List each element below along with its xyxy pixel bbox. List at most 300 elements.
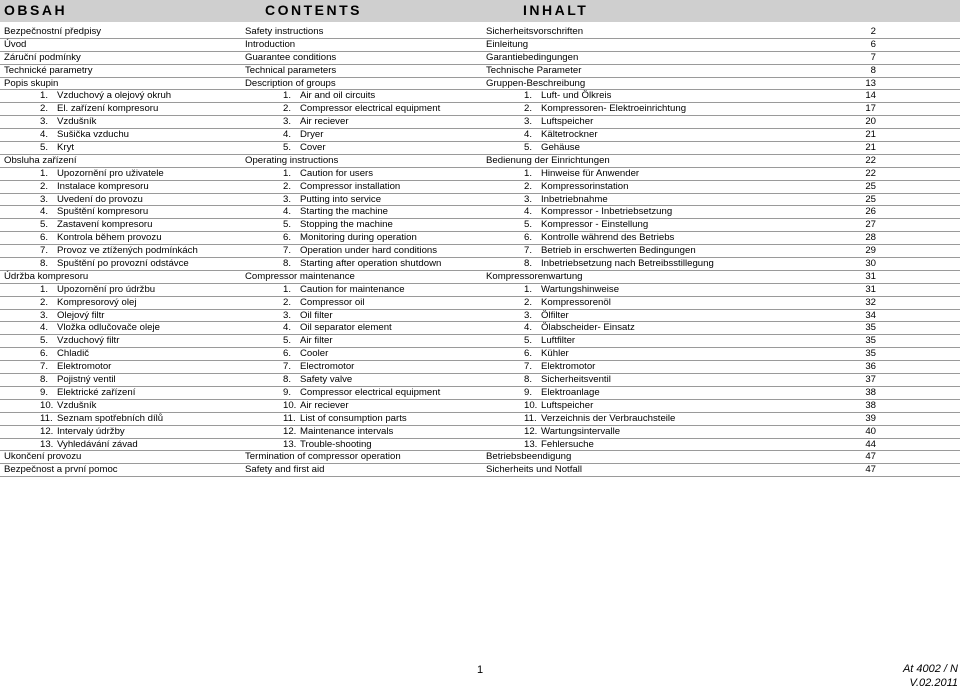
toc-entry-title: Termination of compressor operation [245,451,401,463]
toc-entry-cz [40,103,158,116]
toc-entry-title: Kryt [57,142,75,154]
toc-entry-number: 3. [40,309,49,321]
toc-entry-title: Air and oil circuits [300,90,376,102]
toc-entry-de [524,374,611,387]
toc-entry-title: Pojistný ventil [57,374,116,386]
toc-page-number: 30 [865,258,876,270]
toc-entry-title: Compressor oil [300,296,365,308]
toc-page-number: 31 [865,283,876,295]
toc-entry-number: 10. [283,399,297,411]
toc-entry-title: Instalace kompresoru [57,180,149,192]
toc-subitem-row [0,335,960,348]
toc-entry-title: Luftfilter [541,335,576,347]
toc-entry-title: Description of groups [245,77,336,89]
toc-section-row [0,271,960,284]
toc-section-row [0,26,960,39]
footer-model-version [903,662,958,690]
toc-subitem-row [0,348,960,361]
toc-entry-title: Vzduchový a olejový okruh [57,90,172,102]
toc-entry-title: Gruppen-Beschreibung [486,77,586,89]
toc-subitem-row [0,374,960,387]
toc-entry-title: Inbetriebnahme [541,193,608,205]
toc-entry-number: 5. [524,335,533,347]
toc-entry-cz [40,400,96,413]
toc-entry-en [283,310,333,323]
toc-entry-title: Hinweise für Anwender [541,167,640,179]
toc-entry-number: 4. [283,322,292,334]
toc-entry-de [524,413,675,426]
toc-entry-title: Oil separator element [300,322,392,334]
toc-page-number: 38 [865,386,876,398]
toc-entry-number: 2. [283,180,292,192]
toc-entry-de [486,271,583,284]
footer-model: At 4002 / N [902,663,958,675]
toc-entry-title: Operation under hard conditions [300,245,438,257]
toc-entry-en [245,155,338,168]
toc-entry-cz [40,413,163,426]
toc-page-number: 21 [865,142,876,154]
toc-entry-number: 11. [40,412,53,424]
toc-entry-title: List of consumption parts [300,412,407,424]
toc-entry-title: Kompressor - Einstellung [541,219,649,231]
toc-entry-de [524,219,648,232]
toc-entry-cz [40,194,143,207]
toc-entry-cz [4,78,58,91]
toc-subitem-row [0,284,960,297]
toc-entry-title: Introduction [245,38,296,50]
toc-entry-number: 5. [40,142,49,154]
toc-entry-cz [4,271,88,284]
toc-entry-number: 4. [283,129,292,141]
toc-page-number: 34 [865,309,876,321]
toc-entry-title: Cover [300,142,326,154]
toc-entry-number: 8. [524,258,533,270]
toc-entry-de [524,348,569,361]
toc-entry-cz [40,142,74,155]
toc-entry-title: Caution for maintenance [300,283,405,295]
toc-subitem-row [0,310,960,323]
toc-section-row [0,39,960,52]
toc-entry-title: Gehäuse [541,142,580,154]
toc-entry-title: Upozornění pro údržbu [57,283,156,295]
toc-page-number: 35 [865,335,876,347]
toc-subitem-row [0,400,960,413]
toc-entry-title: Provoz ve ztížených podmínkách [57,245,198,257]
toc-entry-en [283,439,372,452]
toc-entry-title: Ölabscheider- Einsatz [541,322,635,334]
toc-entry-number: 10. [524,399,538,411]
toc-entry-title: Stopping the machine [300,219,393,231]
toc-entry-number: 5. [524,142,533,154]
toc-entry-de [524,142,580,155]
toc-entry-number: 7. [283,361,292,373]
toc-entry-title: Vyhledávání závad [57,438,138,450]
toc-subitem-row [0,90,960,103]
toc-entry-title: Spuštění kompresoru [57,206,149,218]
toc-entry-number: 1. [283,90,292,102]
toc-entry-title: Verzeichnis der Verbrauchsteile [541,412,676,424]
toc-entry-title: Air reciever [300,116,349,128]
toc-entry-title: Kompressorenwartung [486,270,583,282]
toc-page-number: 35 [865,348,876,360]
toc-entry-number: 6. [40,232,49,244]
toc-entry-number: 7. [524,361,533,373]
toc-subitem-row [0,142,960,155]
toc-entry-cz [40,168,164,181]
toc-entry-de [524,129,598,142]
toc-subitem-row [0,116,960,129]
table-of-contents [0,26,960,477]
toc-entry-en [283,232,417,245]
toc-entry-title: Elektroanlage [541,386,600,398]
toc-entry-de [524,103,686,116]
toc-entry-title: Monitoring during operation [300,232,417,244]
toc-entry-cz [40,116,96,129]
toc-entry-en [283,219,393,232]
toc-entry-title: Luft- und Ölkreis [541,90,612,102]
toc-entry-en [283,361,354,374]
toc-entry-title: Záruční podmínky [4,51,81,63]
toc-subitem-row [0,426,960,439]
toc-subitem-row [0,387,960,400]
toc-entry-de [524,400,593,413]
toc-entry-number: 3. [524,193,533,205]
toc-subitem-row [0,181,960,194]
toc-entry-de [524,90,611,103]
toc-entry-title: Compressor installation [300,180,401,192]
toc-entry-title: Spuštění po provozní odstávce [57,258,189,270]
toc-page-number: 8 [870,64,876,76]
toc-page-number: 36 [865,361,876,373]
toc-subitem-row [0,439,960,452]
toc-entry-title: Kompressorinstation [541,180,629,192]
toc-entry-cz [40,322,160,335]
toc-subitem-row [0,413,960,426]
toc-entry-cz [40,297,136,310]
toc-entry-title: Zastavení kompresoru [57,219,153,231]
toc-entry-title: Air filter [300,335,333,347]
toc-entry-cz [40,335,119,348]
toc-entry-number: 2. [524,103,533,115]
toc-entry-title: Elektromotor [57,361,112,373]
toc-entry-number: 4. [40,322,49,334]
toc-entry-cz [4,52,81,65]
toc-entry-title: Wartungshinweise [541,283,620,295]
toc-entry-title: Technical parameters [245,64,337,76]
toc-entry-title: Kompresorový olej [57,296,137,308]
toc-page-number: 28 [865,232,876,244]
header-title-german: INHALT [523,2,589,18]
toc-entry-title: Údržba kompresoru [4,270,89,282]
toc-entry-en [283,90,375,103]
toc-entry-title: Guarantee conditions [245,51,337,63]
toc-page-number: 22 [865,154,876,166]
toc-entry-title: Betriebsbeendigung [486,451,572,463]
toc-subitem-row [0,322,960,335]
toc-entry-title: Obsluha zařízení [4,154,77,166]
toc-entry-en [283,142,326,155]
toc-entry-number: 3. [40,193,49,205]
toc-entry-de [524,310,569,323]
toc-entry-number: 2. [524,180,533,192]
toc-entry-title: Garantiebedingungen [486,51,579,63]
toc-entry-cz [4,39,26,52]
contents-header [0,0,960,22]
toc-page-number: 37 [865,374,876,386]
toc-entry-number: 2. [40,103,49,115]
toc-entry-number: 7. [40,245,49,257]
toc-entry-title: Bezpečnostní předpisy [4,26,102,37]
footer-page-number: 1 [477,664,484,676]
toc-entry-en [283,387,440,400]
toc-entry-number: 13. [40,438,54,450]
toc-entry-title: Safety valve [300,374,353,386]
toc-entry-title: Úvod [4,38,27,50]
toc-entry-en [245,78,336,91]
toc-entry-number: 5. [40,219,49,231]
toc-entry-de [524,426,620,439]
toc-subitem-row [0,206,960,219]
toc-entry-number: 12. [524,425,538,437]
toc-entry-number: 1. [524,90,533,102]
toc-entry-en [283,168,373,181]
toc-entry-de [486,39,528,52]
toc-entry-number: 1. [524,283,533,295]
toc-entry-number: 6. [40,348,49,360]
toc-entry-en [283,103,440,116]
toc-entry-cz [40,90,171,103]
toc-page-number: 47 [865,464,876,476]
toc-entry-cz [40,129,129,142]
toc-entry-title: Betrieb in erschwerten Bedingungen [541,245,696,257]
toc-entry-en [283,194,381,207]
toc-entry-en [283,206,388,219]
toc-entry-en [283,181,400,194]
toc-entry-de [486,155,610,168]
toc-subitem-row [0,232,960,245]
toc-entry-number: 12. [40,425,54,437]
toc-page-number: 35 [865,322,876,334]
toc-entry-de [524,361,595,374]
toc-entry-title: Inbetriebsetzung nach Betreibsstillegung [541,258,714,270]
toc-entry-de [524,322,635,335]
toc-entry-title: Vzdušník [57,116,97,128]
toc-entry-cz [40,219,152,232]
toc-entry-title: Sicherheitsventil [541,374,611,386]
toc-subitem-row [0,297,960,310]
toc-entry-de [524,335,575,348]
toc-entry-number: 1. [283,283,292,295]
toc-entry-en [245,65,336,78]
toc-entry-en [283,426,393,439]
toc-subitem-row [0,219,960,232]
toc-entry-number: 4. [524,322,533,334]
toc-subitem-row [0,361,960,374]
toc-page-number: 32 [865,296,876,308]
toc-entry-de [524,181,628,194]
toc-entry-number: 6. [283,348,292,360]
toc-entry-cz [40,258,189,271]
toc-entry-cz [40,439,138,452]
toc-entry-title: Starting after operation shutdown [300,258,442,270]
toc-entry-en [283,297,365,310]
toc-entry-number: 1. [40,283,49,295]
toc-entry-title: Kontrolle während des Betriebs [541,232,675,244]
toc-entry-number: 9. [283,386,292,398]
toc-section-row [0,78,960,91]
toc-entry-number: 8. [283,374,292,386]
toc-entry-en [283,245,437,258]
toc-subitem-row [0,194,960,207]
toc-entry-number: 13. [283,438,297,450]
toc-entry-title: Safety instructions [245,26,324,37]
toc-entry-cz [40,348,89,361]
toc-entry-title: Fehlersuche [541,438,594,450]
toc-entry-title: Sicherheits und Notfall [486,464,582,476]
toc-entry-title: Compressor electrical equipment [300,386,441,398]
toc-entry-title: Popis skupin [4,77,59,89]
toc-entry-title: Olejový filtr [57,309,105,321]
toc-entry-de [486,52,578,65]
toc-entry-cz [4,26,101,39]
toc-page-number: 7 [870,51,876,63]
toc-entry-de [524,245,696,258]
toc-page-number: 40 [865,425,876,437]
toc-entry-title: Compressor maintenance [245,270,355,282]
toc-entry-number: 2. [283,296,292,308]
toc-entry-title: Ukončení provozu [4,451,82,463]
toc-page-number: 20 [865,116,876,128]
toc-entry-title: Seznam spotřebních dílů [57,412,164,424]
toc-entry-en [283,116,349,129]
toc-page-number: 27 [865,219,876,231]
toc-page-number: 2 [870,26,876,37]
toc-page-number: 31 [865,270,876,282]
toc-entry-number: 7. [524,245,533,257]
toc-entry-number: 10. [40,399,54,411]
toc-entry-title: Bedienung der Einrichtungen [486,154,610,166]
toc-entry-number: 3. [283,193,292,205]
toc-entry-de [524,297,611,310]
toc-entry-title: Einleitung [486,38,529,50]
toc-entry-number: 9. [524,386,533,398]
toc-entry-en [283,322,392,335]
toc-entry-title: Kühler [541,348,569,360]
toc-entry-de [524,284,619,297]
toc-entry-de [524,387,600,400]
toc-entry-number: 2. [40,180,49,192]
toc-entry-en [283,413,407,426]
toc-entry-number: 11. [283,412,296,424]
toc-entry-en [245,464,324,477]
toc-entry-en [283,129,323,142]
toc-entry-en [283,348,328,361]
toc-page-number: 21 [865,129,876,141]
toc-entry-de [486,464,582,477]
toc-entry-title: Elektrické zařízení [57,386,136,398]
toc-entry-cz [40,181,149,194]
toc-entry-number: 1. [40,90,49,102]
toc-page-number: 13 [865,77,876,89]
header-title-czech: OBSAH [4,2,68,18]
toc-subitem-row [0,103,960,116]
toc-entry-number: 4. [40,129,49,141]
toc-entry-number: 1. [40,167,49,179]
toc-entry-title: Sicherheitsvorschriften [486,26,584,37]
toc-entry-en [245,451,401,464]
toc-entry-title: Kältetrockner [541,129,598,141]
toc-entry-number: 3. [283,116,292,128]
toc-entry-de [486,65,581,78]
toc-entry-title: Kompressorenöl [541,296,611,308]
toc-page-number: 17 [865,103,876,115]
toc-section-row [0,155,960,168]
toc-entry-de [486,78,585,91]
toc-page-number: 29 [865,245,876,257]
toc-entry-en [245,52,336,65]
toc-page-number: 38 [865,399,876,411]
toc-entry-en [283,374,352,387]
toc-entry-title: Safety and first aid [245,464,325,476]
toc-entry-number: 2. [40,296,49,308]
toc-entry-title: Bezpečnost a první pomoc [4,464,118,476]
toc-entry-cz [40,361,111,374]
toc-entry-en [283,400,349,413]
toc-entry-de [524,232,674,245]
toc-entry-en [245,271,355,284]
toc-entry-number: 5. [283,142,292,154]
toc-entry-cz [4,65,93,78]
toc-entry-number: 5. [283,219,292,231]
toc-entry-de [486,451,571,464]
toc-entry-cz [40,206,148,219]
toc-entry-number: 13. [524,438,538,450]
toc-entry-title: Dryer [300,129,324,141]
toc-section-row [0,52,960,65]
toc-entry-title: Oil filter [300,309,333,321]
toc-entry-title: Caution for users [300,167,374,179]
toc-entry-title: Uvedení do provozu [57,193,143,205]
toc-subitem-row [0,129,960,142]
toc-entry-de [524,194,608,207]
toc-page-number: 26 [865,206,876,218]
toc-entry-title: Starting the machine [300,206,388,218]
toc-entry-title: Vzdušník [57,399,97,411]
toc-entry-number: 3. [524,116,533,128]
toc-entry-title: Kompressor - Inbetriebsetzung [541,206,673,218]
toc-entry-number: 4. [524,129,533,141]
toc-page-number: 47 [865,451,876,463]
toc-page-number: 39 [865,412,876,424]
toc-entry-number: 4. [40,206,49,218]
toc-section-row [0,451,960,464]
toc-entry-number: 3. [283,309,292,321]
toc-entry-title: Electromotor [300,361,355,373]
toc-page-number: 25 [865,193,876,205]
toc-entry-number: 3. [40,116,49,128]
toc-page-number: 14 [865,90,876,102]
toc-entry-number: 8. [40,374,49,386]
toc-entry-title: Trouble-shooting [300,438,372,450]
toc-entry-cz [40,245,198,258]
toc-entry-number: 4. [283,206,292,218]
toc-entry-cz [40,284,155,297]
toc-subitem-row [0,258,960,271]
toc-entry-title: Air reciever [300,399,349,411]
toc-entry-de [524,258,714,271]
toc-entry-title: Wartungsintervalle [541,425,621,437]
toc-entry-en [283,335,333,348]
